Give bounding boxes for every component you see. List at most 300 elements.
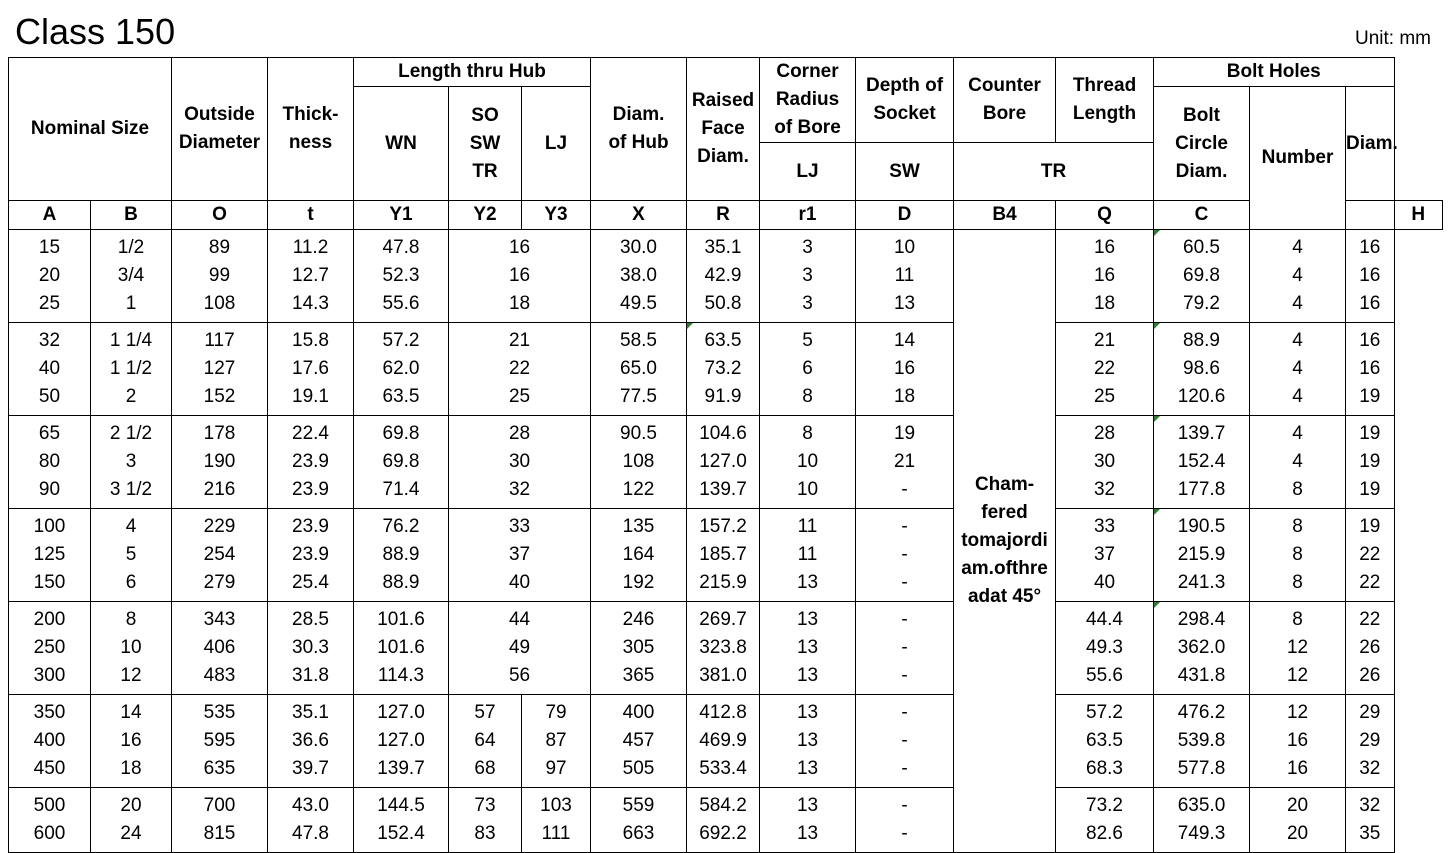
table-row [9,476,1443,509]
table-cell: 12 [1250,634,1346,662]
table-cell: 6 [91,569,172,602]
table-cell: 476.2 [1154,695,1250,728]
table-cell: 595 [172,727,268,755]
flange-dimension-table [8,57,1443,853]
table-cell: 32 [9,323,91,356]
table-cell: 1/2 [91,230,172,263]
table-cell: 111 [522,820,591,853]
table-cell: 26 [1346,634,1394,662]
table-cell: 22 [1346,602,1394,635]
table-cell: 25 [9,290,91,323]
table-cell: 25 [1056,383,1154,416]
table-cell: 49.3 [1056,634,1154,662]
table-cell: 19 [1346,416,1394,449]
table-cell: - [856,662,954,695]
table-cell: 4 [1250,416,1346,449]
header-thread-length: Thread Length [1056,58,1154,143]
table-cell: 559 [591,788,687,821]
table-cell: 22 [1346,569,1394,602]
table-cell: 63.5 [354,383,449,416]
table-cell: 16 [1346,355,1394,383]
table-cell: 101.6 [354,634,449,662]
table-cell: 35.1 [268,695,354,728]
table-cell: 8 [91,602,172,635]
table-cell: 97 [522,755,591,788]
table-cell: 215.9 [687,569,760,602]
table-cell: 152.4 [354,820,449,853]
table-cell: 33 [449,509,591,542]
table-cell: 31.8 [268,662,354,695]
table-cell: 22 [449,355,591,383]
table-row [9,509,1443,542]
table-cell: 152 [172,383,268,416]
table-cell: 19 [1346,476,1394,509]
header-bolt-circle: Bolt Circle Diam. [1154,87,1250,201]
table-cell: 700 [172,788,268,821]
table-cell: 305 [591,634,687,662]
table-cell: 88.9 [1154,323,1250,356]
table-cell: 104.6 [687,416,760,449]
table-row [9,416,1443,449]
header-length-thru-hub: Length thru Hub [354,58,591,87]
table-cell: 16 [1250,755,1346,788]
table-cell: 40 [449,569,591,602]
table-cell: 13 [760,788,856,821]
table-cell: 30.3 [268,634,354,662]
table-cell: 6 [760,355,856,383]
table-cell: 37 [1056,541,1154,569]
table-cell: 65.0 [591,355,687,383]
table-cell: 32 [1346,788,1394,821]
table-cell: 457 [591,727,687,755]
table-cell: 4 [1250,383,1346,416]
table-cell: 49.5 [591,290,687,323]
table-cell: 10 [91,634,172,662]
table-cell: - [856,727,954,755]
table-cell: 80 [9,448,91,476]
table-cell: 10 [760,448,856,476]
table-cell: 37 [449,541,591,569]
table-cell: 12.7 [268,262,354,290]
table-cell: 16 [449,230,591,263]
table-cell: 91.9 [687,383,760,416]
table-row [9,262,1443,290]
table-row [9,448,1443,476]
table-cell: 16 [1056,230,1154,263]
table-cell: 16 [856,355,954,383]
table-row [9,788,1443,821]
table-cell: 412.8 [687,695,760,728]
table-cell: 4 [1250,448,1346,476]
table-cell: 43.0 [268,788,354,821]
table-cell: 246 [591,602,687,635]
table-cell: 431.8 [1154,662,1250,695]
table-cell: 157.2 [687,509,760,542]
table-cell: 26 [1346,662,1394,695]
table-cell: 100 [9,509,91,542]
table-cell: 90 [9,476,91,509]
table-cell: 1 1/2 [91,355,172,383]
table-cell: 406 [172,634,268,662]
table-cell: 200 [9,602,91,635]
table-cell: 365 [591,662,687,695]
header-so-sw-tr: SO SW TR [449,87,522,201]
chamfer-line: tomajordi [961,530,1048,551]
counter-bore-chamfer-note [954,230,1056,853]
table-cell: 279 [172,569,268,602]
column-label: H [1394,201,1443,230]
table-cell: 47.8 [268,820,354,853]
table-row [9,323,1443,356]
table-cell: 24 [91,820,172,853]
table-cell: 300 [9,662,91,695]
column-label: C [1154,201,1250,230]
table-cell: 127.0 [354,695,449,728]
table-cell: 103 [522,788,591,821]
table-cell: 22.4 [268,416,354,449]
table-cell: - [856,820,954,853]
table-row [9,755,1443,788]
table-cell: 69.8 [1154,262,1250,290]
table-cell: 269.7 [687,602,760,635]
table-cell: 11 [760,509,856,542]
table-cell: 60.5 [1154,230,1250,263]
table-row [9,541,1443,569]
table-cell: - [856,634,954,662]
table-cell: 127.0 [354,727,449,755]
table-cell: 89 [172,230,268,263]
table-cell: 4 [1250,262,1346,290]
table-cell: 20 [91,788,172,821]
table-cell: 3 [91,448,172,476]
table-cell: 323.8 [687,634,760,662]
chamfer-line: adat 45° [967,586,1042,607]
table-cell: 77.5 [591,383,687,416]
table-cell: 14.3 [268,290,354,323]
table-cell: 32 [449,476,591,509]
table-cell: 21 [1056,323,1154,356]
table-cell: 50 [9,383,91,416]
table-cell: 88.9 [354,541,449,569]
table-cell: 749.3 [1154,820,1250,853]
table-cell: 23.9 [268,448,354,476]
table-cell: 83 [449,820,522,853]
table-cell: 8 [1250,476,1346,509]
header-diam: Diam. [1346,87,1394,201]
table-cell: 23.9 [268,509,354,542]
table-cell: 68.3 [1056,755,1154,788]
table-cell: 18 [91,755,172,788]
table-cell: 815 [172,820,268,853]
table-cell: 13 [760,695,856,728]
table-cell: 90.5 [591,416,687,449]
table-cell: 30 [1056,448,1154,476]
table-cell: - [856,569,954,602]
table-cell: 35 [1346,820,1394,853]
table-cell: 635 [172,755,268,788]
table-cell: 229 [172,509,268,542]
table-cell: 11.2 [268,230,354,263]
table-cell: 114.3 [354,662,449,695]
table-cell: 32 [1346,755,1394,788]
table-cell: 535 [172,695,268,728]
table-cell: 42.9 [687,262,760,290]
table-cell: 20 [9,262,91,290]
table-cell: 12 [1250,662,1346,695]
table-cell: 3 1/2 [91,476,172,509]
table-cell: 16 [1346,323,1394,356]
table-cell: 8 [1250,602,1346,635]
header-corner-radius: Corner Radius of Bore [760,58,856,143]
table-cell: 73.2 [1056,788,1154,821]
table-cell: 692.2 [687,820,760,853]
table-cell: 25 [449,383,591,416]
table-cell: 15 [9,230,91,263]
table-cell: 10 [760,476,856,509]
table-cell: 82.6 [1056,820,1154,853]
table-cell: 19 [1346,448,1394,476]
table-cell: 22 [1056,355,1154,383]
table-cell: 108 [591,448,687,476]
table-cell: 17.6 [268,355,354,383]
table-cell: 122 [591,476,687,509]
table-cell: 13 [760,602,856,635]
header-lj: LJ [522,87,591,201]
table-cell: 139.7 [687,476,760,509]
table-cell: 64 [449,727,522,755]
table-cell: 13 [760,755,856,788]
table-cell: 18 [856,383,954,416]
table-cell: 139.7 [354,755,449,788]
header-diam-of-hub: Diam. of Hub [591,58,687,201]
table-cell: 381.0 [687,662,760,695]
table-cell: 28 [1056,416,1154,449]
table-cell: 120.6 [1154,383,1250,416]
chamfer-line: am.ofthre [961,558,1048,579]
column-label: Q [1056,201,1154,230]
table-cell: 11 [760,541,856,569]
table-cell: 3 [760,262,856,290]
table-cell: - [856,755,954,788]
table-cell: 87 [522,727,591,755]
column-label: A [9,201,91,230]
table-cell: - [856,541,954,569]
table-cell: 216 [172,476,268,509]
table-cell: 117 [172,323,268,356]
header-bolt-holes: Bolt Holes [1154,58,1394,87]
table-cell: 39.7 [268,755,354,788]
table-cell: 139.7 [1154,416,1250,449]
table-cell: - [856,695,954,728]
table-cell: 4 [1250,355,1346,383]
table-cell: 30.0 [591,230,687,263]
table-cell: 23.9 [268,476,354,509]
table-cell: 35.1 [687,230,760,263]
table-cell: 40 [9,355,91,383]
table-cell: 4 [1250,230,1346,263]
table-cell: 215.9 [1154,541,1250,569]
table-cell: - [856,788,954,821]
table-cell: 16 [91,727,172,755]
column-label: Y1 [354,201,449,230]
table-row [9,355,1443,383]
table-cell: 13 [760,634,856,662]
table-cell: 150 [9,569,91,602]
table-cell: 18 [449,290,591,323]
label-blank [1346,201,1394,230]
column-label: O [172,201,268,230]
table-cell: 13 [856,290,954,323]
table-cell: 343 [172,602,268,635]
table-cell: 63.5 [1056,727,1154,755]
table-cell: 29 [1346,695,1394,728]
column-label: r1 [760,201,856,230]
table-cell: 20 [1250,820,1346,853]
table-cell: 79 [522,695,591,728]
header-raised-face: Raised Face Diam. [687,58,760,201]
table-cell: 298.4 [1154,602,1250,635]
table-cell: 62.0 [354,355,449,383]
header-outside-diameter: Outside Diameter [172,58,268,201]
table-cell: 3 [760,290,856,323]
table-cell: 22 [1346,541,1394,569]
table-cell: 152.4 [1154,448,1250,476]
table-cell: 4 [1250,290,1346,323]
table-cell: 125 [9,541,91,569]
table-row [9,634,1443,662]
table-cell: 73.2 [687,355,760,383]
table-row [9,383,1443,416]
table-cell: 28 [449,416,591,449]
table-cell: 127 [172,355,268,383]
table-cell: 192 [591,569,687,602]
table-cell: 28.5 [268,602,354,635]
table-cell: 79.2 [1154,290,1250,323]
table-cell: 99 [172,262,268,290]
table-cell: 50.8 [687,290,760,323]
chamfer-line: Cham- [974,474,1035,495]
column-label: R [687,201,760,230]
table-cell: 16 [449,262,591,290]
table-cell: 18 [1056,290,1154,323]
table-cell: 101.6 [354,602,449,635]
table-cell: 13 [760,727,856,755]
table-cell: 533.4 [687,755,760,788]
table-cell: 3 [760,230,856,263]
column-label: X [591,201,687,230]
header-thickness: Thick- ness [268,58,354,201]
table-cell: 14 [91,695,172,728]
table-row [9,727,1443,755]
table-cell: 13 [760,820,856,853]
table-cell: - [856,509,954,542]
table-cell: 49 [449,634,591,662]
table-row [9,569,1443,602]
table-cell: 10 [856,230,954,263]
table-cell: 15.8 [268,323,354,356]
table-cell: 5 [760,323,856,356]
table-cell: 127.0 [687,448,760,476]
table-cell: 21 [856,448,954,476]
table-cell: 16 [1056,262,1154,290]
table-cell: 40 [1056,569,1154,602]
table-cell: 25.4 [268,569,354,602]
table-cell: 177.8 [1154,476,1250,509]
table-cell: 16 [1346,290,1394,323]
table-cell: 4 [1250,323,1346,356]
table-cell: 13 [760,569,856,602]
table-cell: 12 [91,662,172,695]
table-cell: 135 [591,509,687,542]
table-cell: 44 [449,602,591,635]
table-cell: 577.8 [1154,755,1250,788]
table-cell: 65 [9,416,91,449]
table-cell: 55.6 [354,290,449,323]
header-tr: TR [954,143,1154,201]
table-cell: 98.6 [1154,355,1250,383]
table-cell: 58.5 [591,323,687,356]
column-label: Y3 [522,201,591,230]
page-title: Class 150 [15,11,176,52]
table-cell: 600 [9,820,91,853]
table-cell: 16 [1346,262,1394,290]
table-cell: 63.5 [687,323,760,356]
table-row [9,230,1443,263]
table-cell: 539.8 [1154,727,1250,755]
header-counter-bore: Counter Bore [954,58,1056,143]
table-cell: 8 [1250,509,1346,542]
table-cell: 68 [449,755,522,788]
table-cell: 2 1/2 [91,416,172,449]
table-cell: 469.9 [687,727,760,755]
column-label: D [856,201,954,230]
table-cell: 1 1/4 [91,323,172,356]
table-cell: 29 [1346,727,1394,755]
table-cell: 584.2 [687,788,760,821]
table-cell: 23.9 [268,541,354,569]
table-cell: 663 [591,820,687,853]
table-cell: 241.3 [1154,569,1250,602]
table-row [9,695,1443,728]
table-cell: 3/4 [91,262,172,290]
table-cell: 178 [172,416,268,449]
header-depth-of-socket: Depth of Socket [856,58,954,143]
table-cell: 36.6 [268,727,354,755]
header-wn: WN [354,87,449,201]
table-cell: 57 [449,695,522,728]
table-cell: 52.3 [354,262,449,290]
table-cell: 400 [9,727,91,755]
header-depth-sw: SW [856,143,954,201]
table-cell: 57.2 [1056,695,1154,728]
table-cell: 20 [1250,788,1346,821]
table-cell: 73 [449,788,522,821]
table-cell: 44.4 [1056,602,1154,635]
table-cell: 1 [91,290,172,323]
table-cell: 400 [591,695,687,728]
table-cell: 8 [1250,569,1346,602]
table-cell: 11 [856,262,954,290]
table-cell: 19 [856,416,954,449]
table-cell: 483 [172,662,268,695]
table-cell: 350 [9,695,91,728]
table-cell: 185.7 [687,541,760,569]
table-cell: 190 [172,448,268,476]
table-cell: 19.1 [268,383,354,416]
unit-label: Unit: mm [1355,28,1431,49]
table-cell: 635.0 [1154,788,1250,821]
table-cell: 8 [760,416,856,449]
